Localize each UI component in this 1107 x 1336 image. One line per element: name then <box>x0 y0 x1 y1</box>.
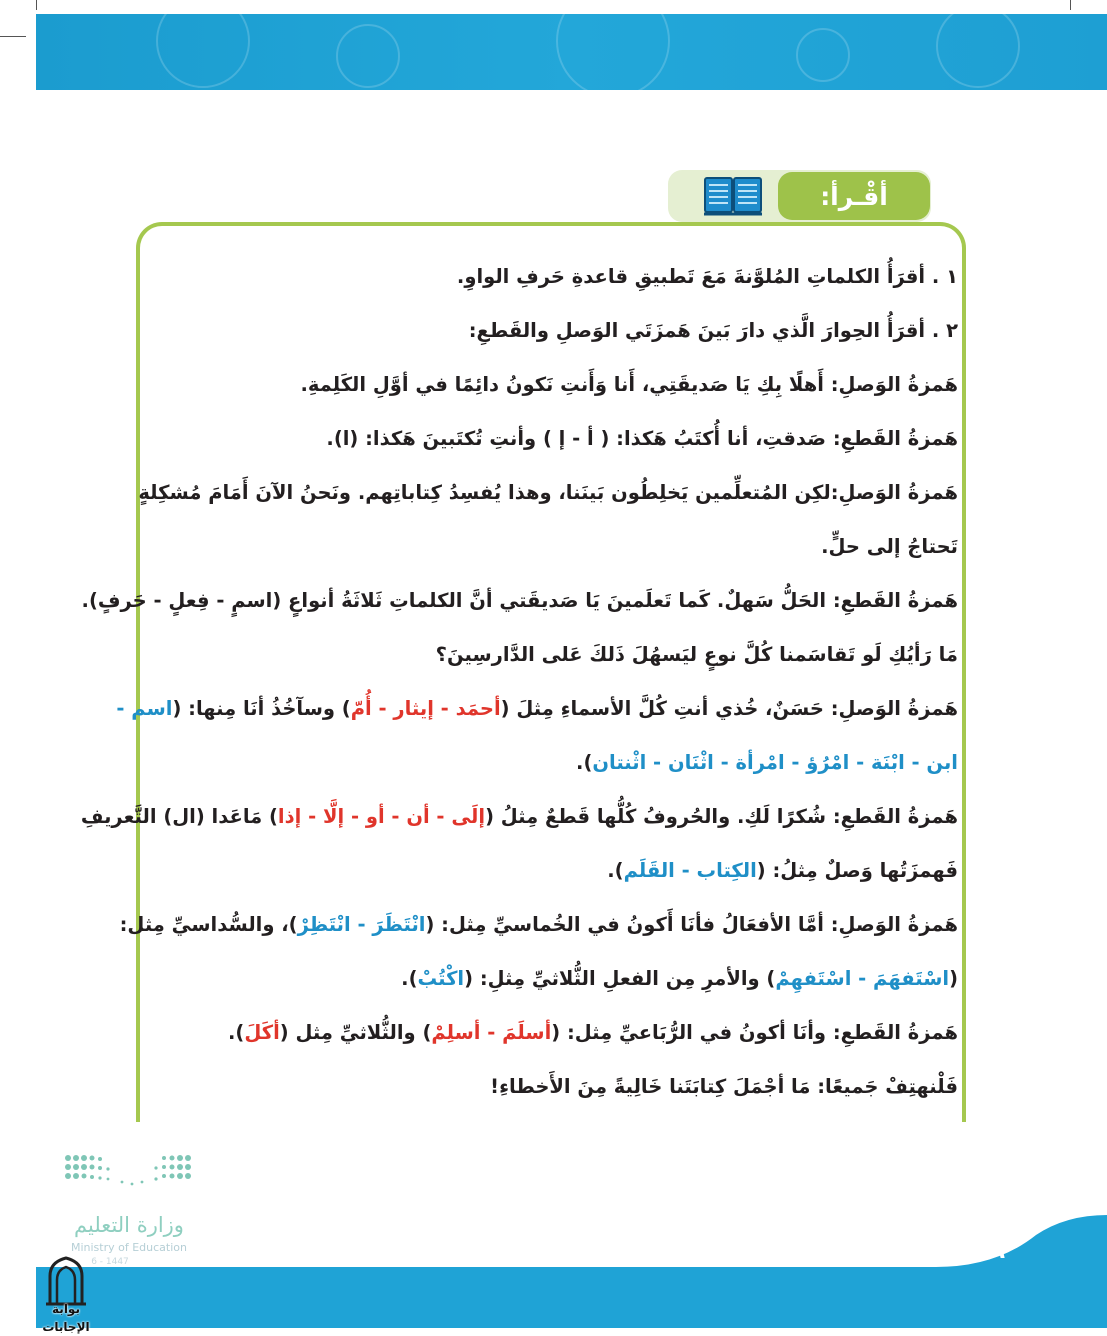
line-text: ) وسآخُذُ أنَا مِنها: ( <box>172 697 351 720</box>
text-line <box>140 628 958 682</box>
line-text: هَمزةُ القَطعِ: شُكرًا لَكِ. والحُروفُ كُلُّها قَطعٌ مِثلُ ( <box>485 805 958 828</box>
crop-mark <box>36 0 37 10</box>
line-text: هَمزةُ القَطعِ: الحَلُّ سَهلٌ. كَما تَعلَمينَ يَا صَديقَتي أنَّ الكلماتِ ثَلاثَةُ أنواعٍ (اسمٍ - فِعلٍ - حَرفٍ). <box>81 589 958 612</box>
line-text: ( <box>949 967 958 990</box>
highlighted-word: اسْتَفهَمَ - اسْتَفهِمْ <box>775 967 950 990</box>
text-line <box>140 466 958 520</box>
text-line <box>140 412 958 466</box>
reading-text <box>80 250 958 1114</box>
highlighted-word: انْتَظَرَ - انْتَظِرْ <box>297 913 426 936</box>
crop-mark <box>0 36 26 37</box>
text-line <box>140 1060 958 1114</box>
line-text: )، والسُّداسيِّ مِثل: <box>119 913 298 936</box>
line-text: ) والثُّلاثيِّ مِثل ( <box>279 1021 432 1044</box>
text-line <box>81 574 958 628</box>
ministry-name-arabic: وزارة التعليم <box>74 1213 184 1237</box>
text-line <box>140 250 958 304</box>
line-text: مَا رَأيُكِ لَو تَقاسَمنا كُلَّ نوعٍ ليَسهُلَ ذَلكَ عَلى الدَّارسِينَ؟ <box>435 643 958 666</box>
highlighted-word: اكْتُبْ <box>417 967 465 990</box>
ministry-name-english: Ministry of Education <box>70 1241 187 1254</box>
line-text: ١ . أقرَأُ الكلماتِ المُلوَّنةَ مَعَ تَطبيقِ قاعدةِ حَرفِ الواوِ. <box>456 265 958 288</box>
text-line <box>140 304 958 358</box>
line-text: ). <box>228 1021 245 1044</box>
text-line <box>80 790 958 844</box>
text-line <box>119 898 958 952</box>
highlighted-word: أكَلَ <box>244 1021 280 1044</box>
book-icon <box>702 174 764 218</box>
line-text: ٢ . أقرَأُ الحِوارَ الَّذي دارَ بَينَ هَمزَتَي الوَصلِ والقَطعِ: <box>468 319 958 342</box>
mosque-arch-icon <box>44 1254 88 1306</box>
highlighted-word: إلَى - أن - أو - إلَّا - إذا <box>277 805 486 828</box>
text-line <box>116 682 958 736</box>
highlighted-word: أحمَد - إيثار - أُمّ <box>350 697 501 720</box>
text-line <box>140 1006 958 1060</box>
line-text: تَحتاجُ إلى حلٍّ. <box>821 535 958 558</box>
line-text: هَمزةُ الوَصلِ: أَهلًا بِكِ يَا صَديقَتِي، أَنا وَأَنتِ نَكونُ دائِمًا في أوَّلِ الكَلِمةِ. <box>300 373 958 396</box>
line-text: هَمزةُ الوَصلِ: أمَّا الأفعَالُ فأنَا أَكونُ في الخُماسيِّ مِثل: ( <box>425 913 958 936</box>
highlighted-word: الكِتاب - القَلَم <box>623 859 757 882</box>
line-text: فَهمزَتُها وَصلٌ مِثلُ: ( <box>756 859 958 882</box>
line-text: ). <box>401 967 418 990</box>
line-text: هَمزةُ الوَصلِ:لكِن المُتعلِّمين يَخلِطُون بَينَنا، وهذا يُفسِدُ كِتاباتِهم. ونَحنُ الآنَ أَمَامَ مُشكِلةٍ <box>138 481 958 504</box>
ministry-year: 6 - 1447 <box>91 1257 129 1267</box>
text-line <box>140 358 958 412</box>
line-text: ) مَاعَدا (ال) التَّعريفِ <box>80 805 278 828</box>
section-title: أقْـرأ: <box>820 181 888 211</box>
text-line <box>140 844 958 898</box>
line-text: هَمزةُ القَطعِ: وأنَا أكونُ في الرُّبَاعيِّ مِثل: ( <box>551 1021 958 1044</box>
text-line <box>140 952 958 1006</box>
page-number: ٦٦ <box>978 1239 1006 1264</box>
crop-mark <box>1070 0 1071 10</box>
section-title-pill <box>778 172 930 220</box>
highlighted-word: اسم - <box>116 697 173 720</box>
highlighted-word: ابن - ابْنَة - امْرُؤ - امْرأة - اثْنَان - اثْنتان <box>592 751 958 774</box>
line-text: هَمزةُ الوَصلِ: حَسَنٌ، خُذي أنتِ كُلَّ الأسماءِ مِثلَ ( <box>500 697 958 720</box>
text-line <box>140 520 958 574</box>
line-text: ). <box>607 859 624 882</box>
highlighted-word: أسلَمَ - أسلِمْ <box>431 1021 552 1044</box>
ministry-logo-icon <box>60 1152 200 1192</box>
text-line <box>140 736 958 790</box>
line-text: فَلْنهتِفْ جَميعًا: مَا أجْمَلَ كِتابَتَنا خَالِيةً مِنَ الأَخطاءِ! <box>490 1075 958 1098</box>
line-text: ). <box>576 751 593 774</box>
watermark-text: بوابة الإجابات <box>42 1302 90 1334</box>
line-text: هَمزةُ القَطعِ: صَدقتِ، أنا أُكتَبُ هَكذا: ( أ - إ ) وأنتِ تُكتَبينَ هَكذا: (ا). <box>326 427 958 450</box>
line-text: ) والأمرِ مِن الفعلِ الثُّلاثيِّ مِثلِ: ( <box>464 967 776 990</box>
top-decorative-band <box>36 14 1107 90</box>
